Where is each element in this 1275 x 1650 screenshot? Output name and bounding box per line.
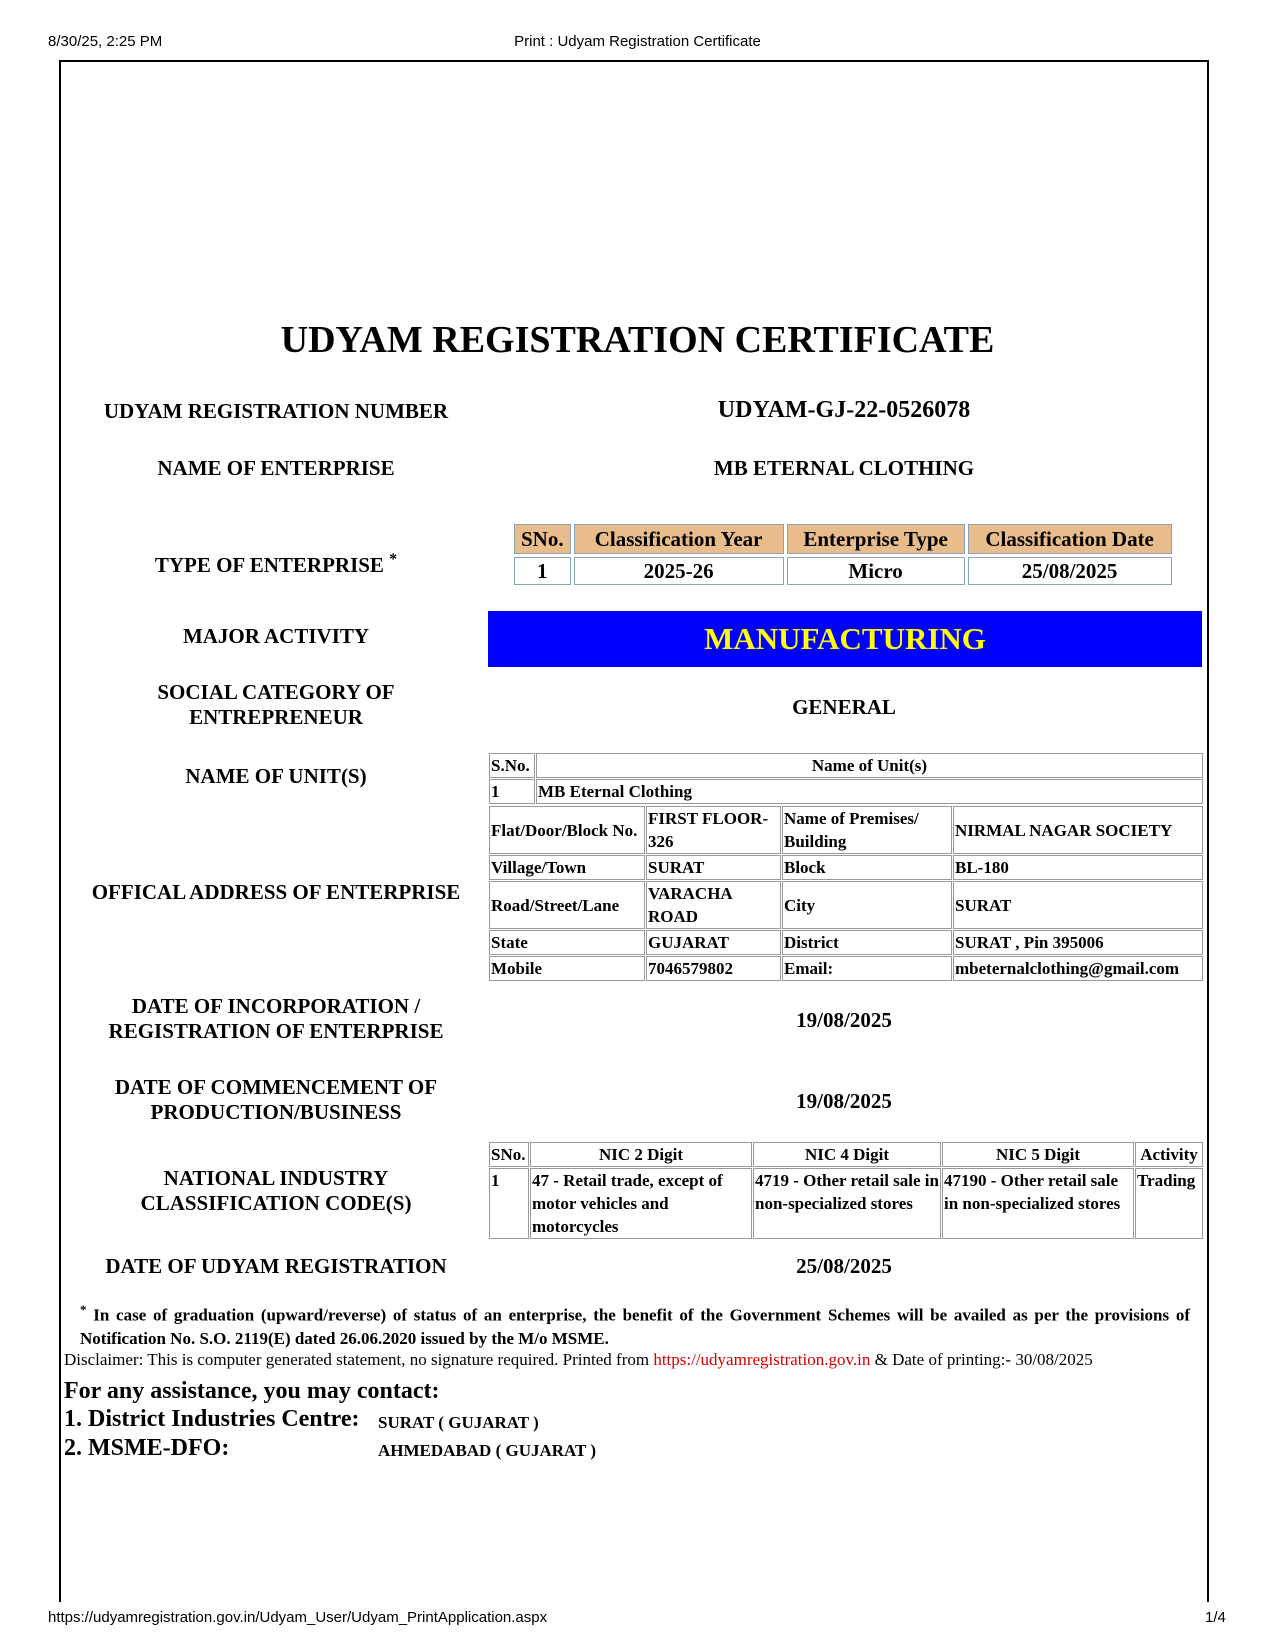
social-category-label-line: SOCIAL CATEGORY OF	[157, 680, 395, 704]
nic-label	[80, 1166, 472, 1216]
note-asterisk: *	[80, 1302, 87, 1317]
units-label: NAME OF UNIT(S)	[185, 764, 367, 788]
print-datetime: 8/30/25, 2:25 PM	[48, 33, 163, 50]
address-field-label: Road/Street/Lane	[489, 881, 645, 929]
address-field-label: Village/Town	[489, 855, 645, 880]
disclaimer-prefix: Disclaimer: This is computer generated statement, no signature required. Printed from	[64, 1350, 654, 1369]
enterprise-name-label: NAME OF ENTERPRISE	[157, 456, 395, 480]
contact-dic-label: 1. District Industries Centre:	[64, 1406, 360, 1432]
nic-cell: 4719 - Other retail sale in non-specialized stores	[753, 1168, 941, 1239]
classification-table	[511, 521, 1175, 588]
address-field-label: Block	[782, 855, 952, 880]
address-field-value: GUJARAT	[646, 930, 781, 955]
address-field-value: NIRMAL NAGAR SOCIETY	[953, 806, 1203, 854]
footer-url: https://udyamregistration.gov.in/Udyam_User/Udyam_PrintApplication.aspx	[48, 1609, 548, 1626]
address-field-value: VARACHA ROAD	[646, 881, 781, 929]
table-row	[489, 930, 1203, 955]
udyam-date-label: DATE OF UDYAM REGISTRATION	[105, 1254, 447, 1278]
table-row	[489, 806, 1203, 854]
address-field-label: District	[782, 930, 952, 955]
table-row	[489, 779, 1203, 804]
classification-header-row	[514, 524, 1172, 554]
address-field-value: FIRST FLOOR-326	[646, 806, 781, 854]
address-field-label: State	[489, 930, 645, 955]
table-row	[514, 557, 1172, 585]
contact-heading: For any assistance, you may contact:	[64, 1378, 440, 1404]
classification-cell: Micro	[787, 557, 965, 585]
incorporation-label-line: DATE OF INCORPORATION /	[131, 994, 421, 1018]
classification-header: Classification Date	[968, 524, 1172, 554]
incorporation-date: 19/08/2025	[796, 1008, 892, 1032]
table-row	[489, 881, 1203, 929]
address-field-label: Mobile	[489, 956, 645, 981]
classification-cell: 1	[514, 557, 571, 585]
nic-cell: Trading	[1135, 1168, 1203, 1239]
reg-number-label: UDYAM REGISTRATION NUMBER	[103, 399, 449, 423]
nic-header: SNo.	[489, 1142, 529, 1167]
address-field-value: SURAT , Pin 395006	[953, 930, 1203, 955]
classification-cell: 2025-26	[574, 557, 784, 585]
major-activity-banner: MANUFACTURING	[488, 611, 1202, 667]
commencement-label-line: PRODUCTION/BUSINESS	[150, 1100, 402, 1124]
classification-header: SNo.	[514, 524, 571, 554]
nic-cell: 1	[489, 1168, 529, 1239]
address-field-value: SURAT	[953, 881, 1203, 929]
graduation-note-text: In case of graduation (upward/reverse) of status of an enterprise, the benefit of the Government Schemes will be availed as per the provisions of Notification No. S.O. 2119(E) dated 26.06.2020 issued by the M/o MSME.	[80, 1305, 1190, 1348]
enterprise-name-value: MB ETERNAL CLOTHING	[713, 456, 975, 480]
contact-msme-label: 2. MSME-DFO:	[64, 1435, 230, 1461]
type-asterisk: *	[389, 551, 398, 568]
units-cell: 1	[489, 779, 535, 804]
commencement-label	[80, 1075, 472, 1125]
incorporation-label-line: REGISTRATION OF ENTERPRISE	[108, 1019, 444, 1043]
classification-cell: 25/08/2025	[968, 557, 1172, 585]
address-table	[488, 805, 1204, 982]
nic-cell: 47 - Retail trade, except of motor vehicles and motorcycles	[530, 1168, 752, 1239]
address-label: OFFICAL ADDRESS OF ENTERPRISE	[91, 880, 461, 904]
units-cell: MB Eternal Clothing	[536, 779, 1203, 804]
table-row	[489, 956, 1203, 981]
graduation-note	[80, 1298, 1190, 1350]
commencement-label-line: DATE OF COMMENCEMENT OF	[114, 1075, 438, 1099]
nic-header: Activity	[1135, 1142, 1203, 1167]
units-header: Name of Unit(s)	[536, 753, 1203, 778]
social-category-label-line: ENTREPRENEUR	[189, 705, 363, 729]
units-table	[488, 752, 1204, 805]
udyam-site-link[interactable]: https://udyamregistration.gov.in	[653, 1350, 871, 1369]
address-field-value: 7046579802	[646, 956, 781, 981]
table-row	[489, 1168, 1203, 1239]
table-row	[489, 855, 1203, 880]
disclaimer	[64, 1350, 1093, 1370]
units-header-row	[489, 753, 1203, 778]
nic-table	[488, 1141, 1204, 1240]
address-field-label: Name of Premises/ Building	[782, 806, 952, 854]
address-field-label: Flat/Door/Block No.	[489, 806, 645, 854]
email-value: mbeternalclothing@gmail.com	[953, 956, 1203, 981]
nic-header: NIC 5 Digit	[942, 1142, 1134, 1167]
address-field-label: City	[782, 881, 952, 929]
footer-page-number: 1/4	[1205, 1609, 1226, 1626]
contact-msme-value: AHMEDABAD ( GUJARAT )	[378, 1441, 597, 1460]
commencement-date: 19/08/2025	[796, 1089, 892, 1113]
social-category-value: GENERAL	[792, 695, 896, 719]
classification-header: Enterprise Type	[787, 524, 965, 554]
address-field-value: BL-180	[953, 855, 1203, 880]
classification-header: Classification Year	[574, 524, 784, 554]
nic-label-line: NATIONAL INDUSTRY	[163, 1166, 389, 1190]
address-field-value: SURAT	[646, 855, 781, 880]
nic-header: NIC 4 Digit	[753, 1142, 941, 1167]
udyam-date-value: 25/08/2025	[796, 1254, 892, 1278]
enterprise-type-label: TYPE OF ENTERPRISE *	[154, 551, 398, 577]
nic-label-line: CLASSIFICATION CODE(S)	[140, 1191, 412, 1215]
print-page-title: Print : Udyam Registration Certificate	[514, 33, 761, 50]
nic-header-row	[489, 1142, 1203, 1167]
certificate-title: UDYAM REGISTRATION CERTIFICATE	[280, 319, 995, 361]
reg-number-value: UDYAM-GJ-22-0526078	[717, 397, 971, 423]
disclaimer-suffix: & Date of printing:- 30/08/2025	[870, 1350, 1093, 1369]
contact-dic-value: SURAT ( GUJARAT )	[378, 1413, 539, 1432]
social-category-label	[80, 680, 472, 730]
nic-header: NIC 2 Digit	[530, 1142, 752, 1167]
nic-cell: 47190 - Other retail sale in non-specialized stores	[942, 1168, 1134, 1239]
major-activity-label: MAJOR ACTIVITY	[182, 624, 370, 648]
incorporation-label	[80, 994, 472, 1044]
units-header: S.No.	[489, 753, 535, 778]
address-field-label: Email:	[782, 956, 952, 981]
